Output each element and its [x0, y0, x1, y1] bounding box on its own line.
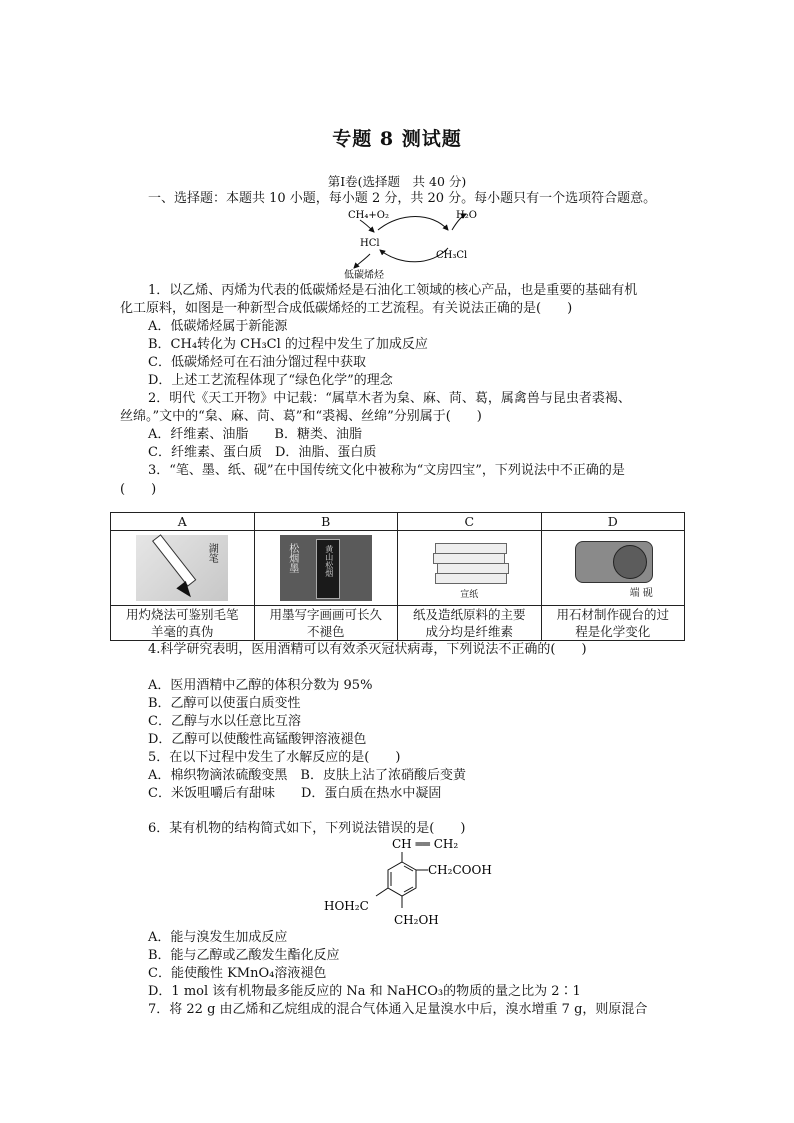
- q3-option-d-line-2: 程是化学变化: [575, 624, 651, 639]
- q2-stem-2: 丝绵。”文中的“枲、麻、苘、葛”和“裘褐、丝绵”分别属于( ): [120, 409, 482, 424]
- q6-option-c: C．能使酸性 KMnO₄溶液褪色: [148, 966, 327, 981]
- q1-stem-2: 化工原料，如图是一种新型合成低碳烯烃的工艺流程。有关说法正确的是( ): [120, 301, 573, 316]
- ink-stick-inscription: 黄山松烟: [324, 545, 334, 577]
- q3-option-a-text: [111, 606, 255, 641]
- q3-header-a: A: [111, 513, 255, 531]
- q1-option-b: B．CH₄转化为 CH₃Cl 的过程中发生了加成反应: [148, 337, 428, 352]
- q1-option-c: C．低碳烯烃可在石油分馏过程中获取: [148, 355, 366, 370]
- q3-header-c: C: [398, 513, 542, 531]
- q1-stem-1: 1．以乙烯、丙烯为代表的低碳烯烃是石油化工领域的核心产品，也是重要的基础有机: [148, 283, 638, 298]
- q4-option-d: D．乙醇可以使酸性高锰酸钾溶液褪色: [148, 732, 367, 747]
- writing-brush-image: [136, 535, 228, 601]
- struct-hydroxymethyl-bottom: CH₂OH: [394, 913, 439, 927]
- process-diagram: [340, 206, 500, 280]
- q3-header-b: B: [254, 513, 398, 531]
- instructions: 一、选择题：本题共 10 小题，每小题 2 分，共 20 分。每小题只有一个选项符合题意。: [148, 191, 657, 206]
- ink-image-label: 松烟墨: [286, 543, 298, 573]
- q2-options-cd: C．纤维素、蛋白质 D．油脂、蛋白质: [148, 445, 377, 460]
- xuan-paper-image: [423, 535, 515, 601]
- q1-option-a: A．低碳烯烃属于新能源: [148, 319, 288, 334]
- q1-option-d: D．上述工艺流程体现了“绿色化学”的理念: [148, 373, 393, 388]
- q7-stem: 7．将 22 g 由乙烯和乙烷组成的混合气体通入足量溴水中后，溴水增重 7 g，则原混合: [148, 1002, 648, 1017]
- q3-option-c-line-1: 纸及造纸原料的主要: [412, 607, 526, 622]
- q3-options-table: [110, 512, 685, 641]
- q4-option-a: A．医用酒精中乙醇的体积分数为 95%: [148, 678, 373, 693]
- input-arrow: [360, 220, 374, 232]
- q6-option-b: B．能与乙醇或乙酸发生酯化反应: [148, 948, 340, 963]
- diagram-label-ch3cl: CH₃Cl: [436, 250, 468, 261]
- inkstone-image: [567, 535, 659, 601]
- struct-acetic-acid-group: CH₂COOH: [428, 863, 492, 877]
- q3-image-cell-b: [254, 531, 398, 606]
- q5-options-ab: A．棉织物滴浓硫酸变黑 B．皮肤上沾了浓硝酸后变黄: [148, 768, 466, 783]
- q3-option-b-text: [254, 606, 398, 641]
- benzene-ring: [388, 862, 416, 896]
- q6-stem: 6．某有机物的结构简式如下，下列说法错误的是( ): [148, 821, 466, 836]
- q3-option-b-line-1: 用墨写字画画可长久: [269, 607, 382, 622]
- q4-option-b: B．乙醇可以使蛋白质变性: [148, 696, 301, 711]
- q5-options-cd: C．米饭咀嚼后有甜味 D．蛋白质在热水中凝固: [148, 786, 442, 801]
- q3-option-a-line-1: 用灼烧法可鉴别毛笔: [125, 607, 239, 622]
- q2-options-ab: A．纤维素、油脂 B．糖类、油脂: [148, 427, 362, 442]
- brush-image-label: 湖笔: [206, 543, 218, 563]
- q3-option-d-text: [541, 606, 685, 641]
- diagram-label-water: H₂O: [456, 210, 477, 221]
- q6-structure-formula: [320, 836, 520, 932]
- q3-option-c-text: [398, 606, 542, 641]
- q3-header-d: D: [541, 513, 685, 531]
- q3-option-c-line-2: 成分均是纤维素: [425, 624, 513, 639]
- ink-stick-image: [280, 535, 372, 601]
- struct-vinyl-group: CH ══ CH₂: [392, 837, 459, 851]
- q3-stem-2: ( ): [120, 482, 157, 497]
- diagram-label-hcl: HCl: [360, 238, 380, 249]
- section-heading: 第Ⅰ卷(选择题 共 40 分): [327, 174, 467, 189]
- page-title: 专题 8 测试题: [332, 128, 462, 150]
- q2-stem-1: 2．明代《天工开物》中记载：“属草木者为枲、麻、苘、葛，属禽兽与昆虫者裘褐、: [148, 391, 631, 406]
- q6-option-a: A．能与溴发生加成反应: [148, 930, 288, 945]
- q3-option-d-line-1: 用石材制作砚台的过: [556, 607, 669, 622]
- q5-stem: 5．在以下过程中发生了水解反应的是( ): [148, 750, 401, 765]
- q4-option-c: C．乙醇与水以任意比互溶: [148, 714, 301, 729]
- q4-stem: 4.科学研究表明，医用酒精可以有效杀灭冠状病毒，下列说法不正确的( ): [148, 642, 587, 657]
- q3-image-cell-d: [541, 531, 685, 606]
- paper-image-label: 宣纸: [460, 590, 479, 600]
- q3-option-a-line-2: 羊毫的真伪: [150, 624, 214, 639]
- diagram-label-olefins: 低碳烯烃: [344, 270, 384, 280]
- q6-option-d: D．1 mol 该有机物最多能反应的 Na 和 NaHCO₃的物质的量之比为 2∶1: [148, 984, 581, 999]
- diagram-label-reactants: CH₄+O₂: [348, 210, 389, 221]
- q3-image-cell-a: [111, 531, 255, 606]
- struct-hydroxymethyl-left: HOH₂C: [324, 899, 369, 913]
- inkstone-image-label: 端 砚: [629, 588, 653, 599]
- q3-option-b-line-2: 不褪色: [306, 624, 345, 639]
- q3-stem-1: 3．“笔、墨、纸、砚”在中国传统文化中被称为“文房四宝”，下列说法中不正确的是: [148, 463, 625, 478]
- q3-image-cell-c: [398, 531, 542, 606]
- output-arrow-bottom: [354, 254, 370, 268]
